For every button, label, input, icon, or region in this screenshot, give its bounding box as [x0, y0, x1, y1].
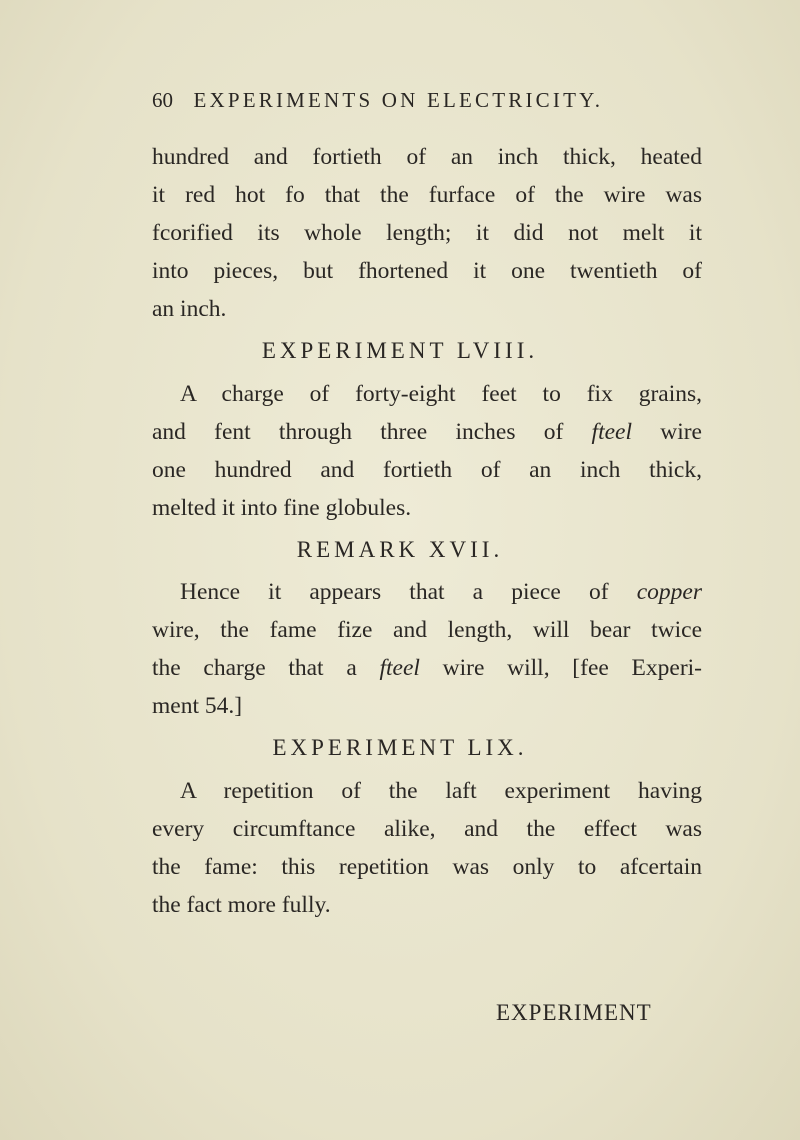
page-number: 60	[152, 88, 173, 112]
italic-word: fteel	[591, 419, 632, 445]
text-line: A repetition of the laft experiment having	[180, 778, 702, 804]
section-heading: REMARK XVII.	[296, 537, 504, 562]
text-line: A charge of forty-eight feet to fix grains,	[180, 381, 702, 407]
text-line	[152, 651, 702, 685]
text-line: the fact more fully.	[152, 892, 331, 918]
text-segment: wire will, [fee Experi-	[442, 655, 703, 681]
section-heading: EXPERIMENT LVIII.	[261, 338, 539, 363]
text-segment: wire	[660, 419, 702, 445]
text-line	[180, 575, 702, 609]
text-line: fcorified its whole length; it did not melt it	[152, 220, 702, 246]
italic-word: copper	[636, 579, 702, 605]
running-title: EXPERIMENTS ON ELECTRICITY.	[193, 88, 604, 112]
italic-word: fteel	[379, 655, 420, 681]
text-line: ment 54.]	[152, 693, 243, 719]
text-line: it red hot fo that the furface of the wire was	[152, 182, 702, 208]
text-line: every circumftance alike, and the effect was	[152, 816, 702, 842]
text-line: melted it into fine globules.	[152, 495, 412, 521]
text-line: into pieces, but fhortened it one twentieth of	[152, 258, 702, 284]
text-line: one hundred and fortieth of an inch thick,	[152, 457, 702, 483]
catchword: EXPERIMENT	[496, 1000, 652, 1025]
text-line: wire, the fame fize and length, will bear twice	[152, 617, 702, 643]
text-segment: the charge that a	[152, 655, 357, 681]
text-line: an inch.	[152, 296, 227, 322]
text-segment: Hence it appears that a piece of	[180, 579, 609, 605]
text-line: hundred and fortieth of an inch thick, heated	[152, 144, 702, 170]
text-line	[152, 415, 702, 449]
running-header	[152, 88, 712, 113]
text-line: the fame: this repetition was only to afcertain	[152, 854, 702, 880]
text-segment: and fent through three inches of	[152, 419, 564, 445]
section-heading: EXPERIMENT LIX.	[272, 735, 528, 760]
